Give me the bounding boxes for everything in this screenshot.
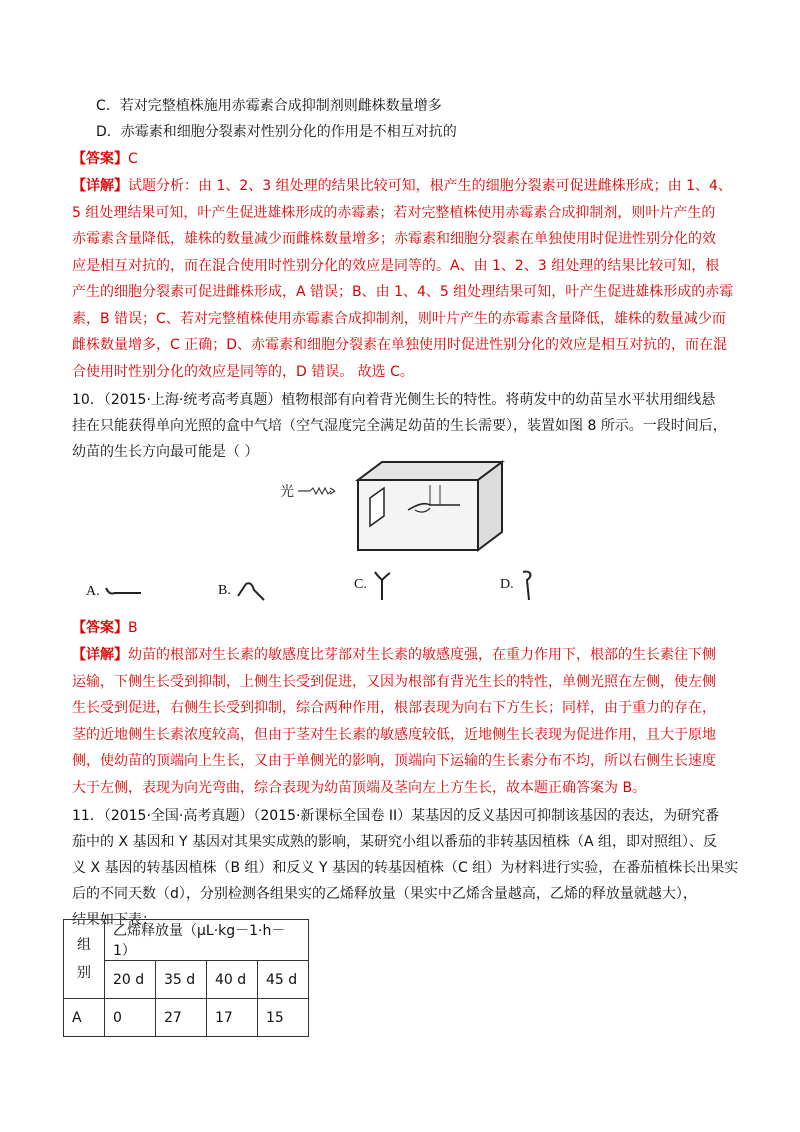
value-cell: 15 bbox=[258, 999, 309, 1037]
detail-label: 【详解】 bbox=[72, 178, 128, 194]
answer-value: B bbox=[128, 620, 138, 636]
choice-a-seedling-icon bbox=[103, 584, 143, 600]
day-header: 45 d bbox=[258, 961, 309, 999]
choice-c[interactable] bbox=[354, 568, 394, 602]
value-cell: 27 bbox=[156, 999, 207, 1037]
table-header-row bbox=[64, 920, 309, 961]
choice-b-label: B. bbox=[218, 583, 231, 599]
choices-row bbox=[86, 578, 726, 610]
q10-line-1: 10．（2015·上海·统考高考真题）植物根部有向着背光侧生长的特性。将萌发中的幼苗呈水平状用细线悬 bbox=[72, 392, 716, 408]
day-header: 35 d bbox=[156, 961, 207, 999]
choice-d-label: D. bbox=[500, 577, 514, 593]
q11-line-4: 后的不同天数（d），分别检测各组果实的乙烯释放量（果实中乙烯含量越高，乙烯的释放量就越大）， bbox=[72, 886, 697, 902]
day-header: 20 d bbox=[105, 961, 156, 999]
choice-d-seedling-icon bbox=[517, 568, 541, 602]
choice-b-seedling-icon bbox=[234, 578, 270, 604]
answer-9 bbox=[72, 151, 138, 167]
answer-10 bbox=[72, 620, 138, 636]
detail-9-line-7: 雌株数量增多，C 正确；D、赤霉素和细胞分裂素在单独使用时促进性别分化的效应是相互对抗的，而在混 bbox=[72, 337, 728, 353]
group-cell: A bbox=[64, 999, 105, 1037]
q11-line-3: 义 X 基因的转基因植株（B 组）和反义 Y 基因的转基因植株（C 组）为材料进行实验，在番茄植株长出果实 bbox=[72, 860, 739, 876]
choice-a[interactable] bbox=[86, 584, 143, 600]
value-cell: 17 bbox=[207, 999, 258, 1037]
value-cell: 0 bbox=[105, 999, 156, 1037]
detail-10-line-2: 运输，下侧生长受到抑制，上侧生长受到促进，又因为根部有背光生长的特性，单侧光照在左侧，使左侧 bbox=[72, 674, 716, 690]
answer-label: 【答案】 bbox=[72, 151, 128, 167]
detail-9-line-5: 产生的细胞分裂素可促进雌株形成，A 错误；B、由 1、4、5 组处理结果可知，叶产生促进雄株形成的赤霉 bbox=[72, 284, 734, 300]
choice-c-label: C. bbox=[354, 577, 367, 593]
detail-10-line-6: 大于左侧，表现为向光弯曲，综合表现为幼苗顶端及茎向左上方生长，故本题正确答案为 B。 bbox=[72, 780, 647, 796]
day-header: 40 d bbox=[207, 961, 258, 999]
q11-line-1: 11．（2015·全国·高考真题）（2015·新课标全国卷 II）某基因的反义基因可抑制该基因的表达，为研究番 bbox=[72, 808, 720, 824]
choice-c-seedling-icon bbox=[370, 568, 394, 602]
q10-line-2: 挂在只能获得单向光照的盒中气培（空气湿度完全满足幼苗的生长需要），装置如图 8 所示。一段时间后， bbox=[72, 418, 727, 434]
group-header-2: 别 bbox=[77, 965, 91, 981]
main-header-cell: 乙烯释放量（μL·kg－1·h－1） bbox=[105, 920, 309, 961]
seedling-box-figure bbox=[280, 458, 520, 558]
detail-9-line-3: 赤霉素含量降低，雄株的数量减少而雌株数量增多；赤霉素和细胞分裂素在单独使用时促进性别分化的效 bbox=[72, 231, 716, 247]
choice-a-label: A. bbox=[86, 584, 100, 600]
option-c: C．若对完整植株施用赤霉素合成抑制剂则雌株数量增多 bbox=[96, 98, 442, 114]
detail-10-line-4: 茎的近地侧生长素浓度较高，但由于茎对生长素的敏感度较低，近地侧生长表现为促进作用，且大于原地 bbox=[72, 727, 716, 743]
detail-label: 【详解】 bbox=[72, 647, 128, 663]
detail-9-line-6: 素，B 错误；C、若对完整植株使用赤霉素合成抑制剂，则叶片产生的赤霉素含量降低，雄株的数量减少而 bbox=[72, 311, 726, 327]
table-row bbox=[64, 999, 309, 1037]
q11-line-5: 结果如下表： bbox=[72, 912, 156, 928]
detail-9-line-8: 合使用时性别分化的效应是同等的，D 错误。 故选 C。 bbox=[72, 364, 414, 380]
ethylene-table bbox=[63, 919, 309, 1037]
detail-9-line-2: 5 组处理结果可知，叶产生促进雄株形成的赤霉素；若对完整植株使用赤霉素合成抑制剂，则叶片产生的 bbox=[72, 205, 716, 221]
detail-9-line-1: 【详解】试题分析：由 1、2、3 组处理的结果比较可知，根产生的细胞分裂素可促进雌株形成；由 1、4、 bbox=[72, 178, 732, 194]
group-header-1: 组 bbox=[77, 937, 91, 953]
answer-label: 【答案】 bbox=[72, 620, 128, 636]
detail-10-line-1: 【详解】幼苗的根部对生长素的敏感度比芽部对生长素的敏感度强，在重力作用下，根部的生长素往下侧 bbox=[72, 647, 716, 663]
detail-9-line-4: 应是相互对抗的，而在混合使用时性别分化的效应是同等的。A、由 1、2、3 组处理的结果比较可知，根 bbox=[72, 258, 720, 274]
q10-line-3: 幼苗的生长方向最可能是（ ） bbox=[72, 444, 259, 460]
option-d: D．赤霉素和细胞分裂素对性别分化的作用是不相互对抗的 bbox=[96, 124, 457, 140]
group-header-cell bbox=[64, 920, 105, 999]
light-label: 光 bbox=[280, 485, 294, 500]
detail-10-line-5: 侧，使幼苗的顶端向上生长，又由于单侧光的影响，顶端向下运输的生长素分布不均，所以右侧生长速度 bbox=[72, 753, 716, 769]
q11-line-2: 茄中的 X 基因和 Y 基因对其果实成熟的影响，某研究小组以番茄的非转基因植株（A 组，即对照组）、反 bbox=[72, 834, 717, 850]
choice-b[interactable] bbox=[218, 578, 270, 604]
answer-value: C bbox=[128, 151, 138, 167]
choice-d[interactable] bbox=[500, 568, 541, 602]
detail-10-line-3: 生长受到促进，右侧生长受到抑制，综合两种作用，根部表现为向右下方生长；同样，由于重力的存在， bbox=[72, 700, 716, 716]
